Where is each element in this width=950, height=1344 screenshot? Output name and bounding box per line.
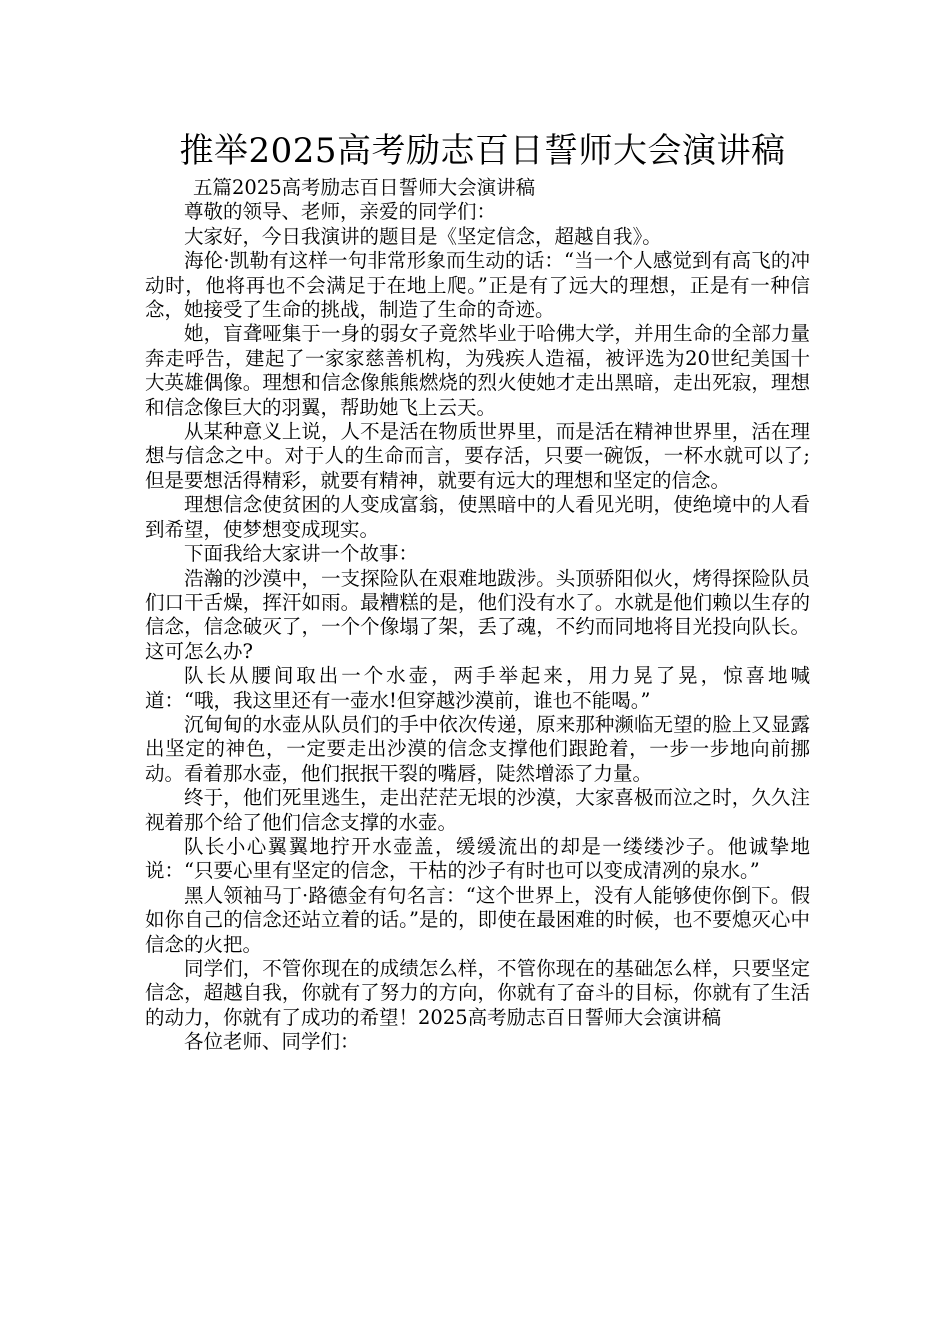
paragraph-helen-keller-quote: 海伦·凯勒有这样一句非常形象而生动的话：“当一个人感觉到有高飞的冲动时，他将再也不会满足于在地上爬。”正是有了远大的理想，正是有一种信念，她接受了生命的挑战，制造了生命的奇迹。: [145, 249, 810, 322]
paragraph-intro: 大家好，今日我演讲的题目是《坚定信念，超越自我》。: [184, 224, 662, 248]
paragraph-greeting: 尊敬的领导、老师，亲爱的同学们：: [184, 200, 497, 224]
document-page: [145, 128, 810, 1055]
paragraph-second-greeting: 各位老师、同学们：: [184, 1030, 360, 1054]
paragraph-sand: 队长小心翼翼地拧开水壶盖，缓缓流出的却是一缕缕沙子。他诚挚地说：“只要心里有坚定的信念，干枯的沙子有时也可以变成清冽的泉水。”: [145, 834, 810, 883]
paragraph-mlk-quote: 黑人领袖马丁·路德金有句名言：“这个世界上，没有人能够使你倒下。假如你自己的信念还站立着的话。”是的，即使在最困难的时候，也不要熄灭心中信念的火把。: [145, 883, 810, 956]
document-title: 推举2025高考励志百日誓师大会演讲稿: [179, 131, 786, 171]
paragraph-spiritual-world: 从某种意义上说，人不是活在物质世界里，而是活在精神世界里，活在理想与信念之中。对于人的生命而言，要存活，只要一碗饭，一杯水就可以了;但是要想活得精彩，就要有精神，就要有远大的理想和坚定的信念。: [145, 420, 810, 492]
paragraph-students: 同学们，不管你现在的成绩怎么样，不管你现在的基础怎么样，只要坚定信念，超越自我，你就有了努力的方向，你就有了奋斗的目标，你就有了生活的动力，你就有了成功的希望！2025高考励志百日誓师大会演讲稿: [145, 957, 810, 1029]
paragraph-desert: 浩瀚的沙漠中，一支探险队在艰难地跋涉。头顶骄阳似火，烤得探险队员们口干舌燥，挥汗如雨。最糟糕的是，他们没有水了。水就是他们赖以生存的信念，信念破灭了，一个个像塌了架，丢了魂，不约而同地将目光投向队长。这可怎么办?: [145, 566, 810, 663]
paragraph-escape: 终于，他们死里逃生，走出茫茫无垠的沙漠，大家喜极而泣之时，久久注视着那个给了他们信念支撑的水壶。: [145, 786, 810, 834]
paragraph-belief-power: 理想信念使贫困的人变成富翁，使黑暗中的人看见光明，使绝境中的人看到希望，使梦想变成现实。: [145, 493, 810, 541]
paragraph-helen-keller-story: 她，盲聋哑集于一身的弱女子竟然毕业于哈佛大学，并用生命的全部力量奔走呼告，建起了一家家慈善机构，为残疾人造福，被评选为20世纪美国十大英雄偶像。理想和信念像熊熊燃烧的烈火使她才走出黑暗，走出死寂，理想和信念像巨大的羽翼，帮助她飞上云天。: [145, 322, 810, 419]
document-body: [145, 176, 810, 1055]
paragraph-story-intro: 下面我给大家讲一个故事：: [184, 542, 419, 566]
paragraph-captain-kettle: 队长从腰间取出一个水壶，两手举起来，用力晃了晃，惊喜地喊道：“哦，我这里还有一壶水!但穿越沙漠前，谁也不能喝。”: [145, 664, 810, 712]
paragraph-kettle-passed: 沉甸甸的水壶从队员们的手中依次传递，原来那种濒临无望的脸上又显露出坚定的神色，一定要走出沙漠的信念支撑他们跟跄着，一步一步地向前挪动。看着那水壶，他们抿抿干裂的嘴唇，陡然增添了力量。: [145, 712, 810, 785]
document-subtitle: 五篇2025高考励志百日誓师大会演讲稿: [193, 176, 536, 199]
